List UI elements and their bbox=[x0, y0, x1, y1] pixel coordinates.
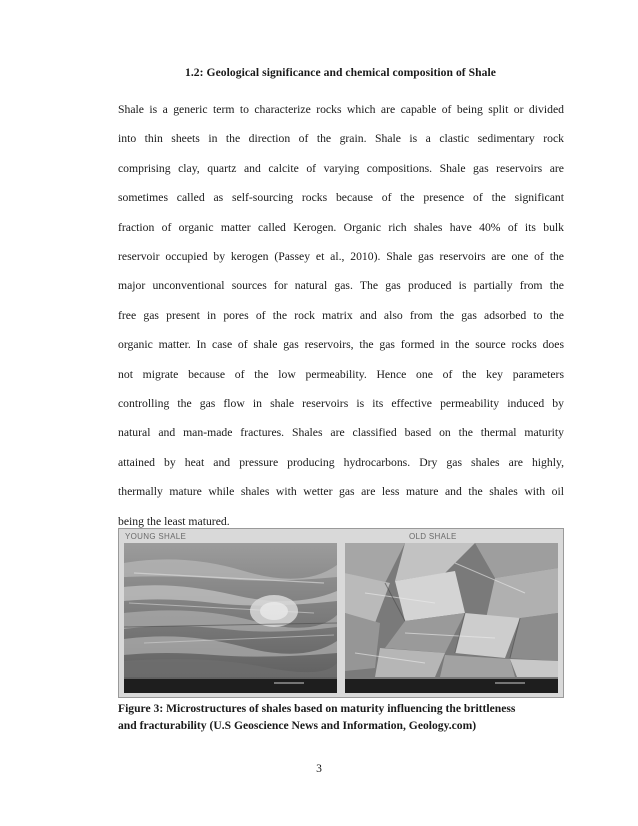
caption-line: and fracturability (U.S Geoscience News and Information, Geology.com) bbox=[118, 718, 477, 732]
body-line: into thin sheets in the direction of the grain. Shale is a clastic sedimentary rock bbox=[118, 132, 564, 146]
body-line: sometimes called as self-sourcing rocks because of the presence of the significant bbox=[118, 191, 564, 205]
body-line: not migrate because of the low permeability. Hence one of the key parameters bbox=[118, 367, 564, 381]
body-line: Shale is a generic term to characterize rocks which are capable of being split or divided bbox=[118, 103, 564, 116]
young-shale-label: YOUNG SHALE bbox=[125, 532, 187, 541]
shale-microstructure-figure bbox=[118, 528, 564, 698]
body-line: organic matter. In case of shale gas reservoirs, the gas formed in the source rocks does bbox=[118, 338, 564, 352]
body-line: being the least matured. bbox=[118, 514, 230, 528]
page-number: 3 bbox=[316, 762, 322, 775]
body-paragraph bbox=[118, 95, 564, 536]
body-line: major unconventional sources for natural gas. The gas produced is partially from the bbox=[118, 279, 564, 293]
body-line: reservoir occupied by kerogen (Passey et al., 2010). Shale gas reservoirs are one of the bbox=[118, 250, 564, 264]
body-line: thermally mature while shales with wetter gas are less mature and the shales with oil bbox=[118, 485, 564, 499]
figure-caption bbox=[118, 701, 564, 734]
section-heading: 1.2: Geological significance and chemical composition of Shale bbox=[185, 66, 496, 79]
body-line: fraction of organic matter called Kerogen. Organic rich shales have 40% of its bulk bbox=[118, 220, 564, 234]
caption-line: Figure 3: Microstructures of shales based on maturity influencing the brittleness bbox=[118, 702, 516, 715]
body-line: natural and man-made fractures. Shales are classified based on the thermal maturity bbox=[118, 426, 564, 440]
young-shale-micrograph bbox=[124, 543, 337, 693]
old-shale-label: OLD SHALE bbox=[409, 532, 457, 541]
body-line: free gas present in pores of the rock matrix and also from the gas adsorbed to the bbox=[118, 308, 564, 322]
body-line: controlling the gas flow in shale reservoirs is its effective permeability induced by bbox=[118, 397, 564, 411]
old-shale-sem-image bbox=[345, 543, 558, 693]
body-line: comprising clay, quartz and calcite of varying compositions. Shale gas reservoirs are bbox=[118, 161, 564, 175]
young-shale-sem-image bbox=[124, 543, 337, 693]
body-line: attained by heat and pressure producing hydrocarbons. Dry gas shales are highly, bbox=[118, 455, 564, 469]
old-shale-micrograph bbox=[345, 543, 558, 693]
